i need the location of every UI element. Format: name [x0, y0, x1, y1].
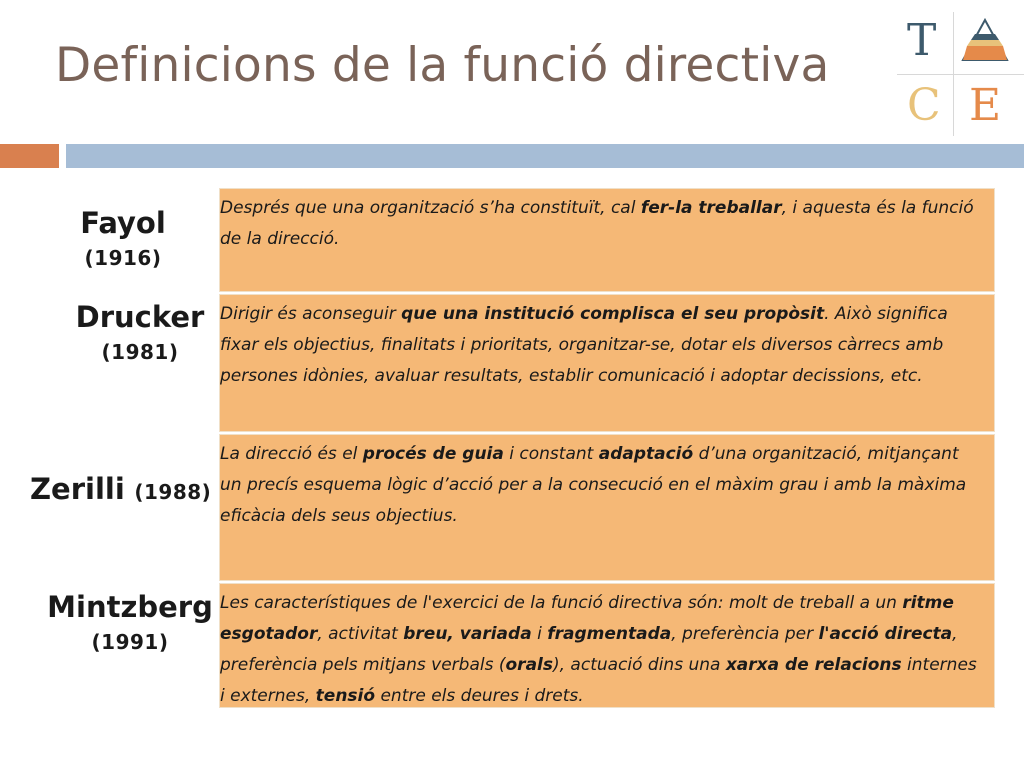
- definition-keyword: que una institució complisca el seu propòsit: [401, 304, 825, 324]
- author-year: (1991): [91, 630, 169, 654]
- pyramid-icon: [959, 16, 1011, 68]
- author-zerilli: [30, 472, 220, 506]
- definition-text: [220, 299, 982, 392]
- definition-keyword: fragmentada: [547, 624, 672, 644]
- author-year: (1981): [101, 340, 179, 364]
- definition-segment: , preferència pels mitjans verbals (: [220, 624, 958, 675]
- accent-bar-blue: [66, 144, 1024, 168]
- definition-keyword: ritme esgotador: [220, 593, 954, 644]
- definition-segment: entre els deures i drets.: [375, 686, 584, 706]
- definition-text: [220, 588, 982, 712]
- definition-keyword: tensió: [315, 686, 376, 706]
- author-name: Drucker: [75, 300, 205, 334]
- definition-box-drucker: [219, 294, 995, 432]
- definition-box-mintzberg: [219, 583, 995, 708]
- definition-segment: . Això significa fixar els objectius, finalitats i prioritats, organitzar-se, dotar els diversos càrrecs amb persones idònies, avaluar resultats, establir comunicació i adoptar decissions, etc.: [220, 304, 948, 386]
- definition-segment: i: [531, 624, 548, 644]
- definition-segment: Dirigir és aconseguir: [220, 304, 402, 324]
- accent-bar-orange: [0, 144, 59, 168]
- author-name: Fayol: [80, 206, 166, 240]
- author-drucker: [70, 300, 210, 364]
- logo-letter-c: C: [907, 80, 941, 131]
- logo-divider-horizontal: [897, 74, 1024, 75]
- definition-segment: ), actuació dins una: [552, 655, 726, 675]
- author-name: Zerilli: [30, 472, 125, 506]
- definition-keyword: procés de guia: [362, 444, 504, 464]
- tce-logo: [893, 6, 1024, 138]
- definition-segment: Les característiques de l'exercici de la funció directiva són: molt de treball a un: [220, 593, 903, 613]
- definition-text: [220, 193, 982, 255]
- author-mintzberg: [42, 590, 218, 654]
- definition-box-zerilli: [219, 434, 995, 581]
- slide-title: Definicions de la funció directiva: [55, 38, 830, 93]
- definition-keyword: breu, variada: [403, 624, 532, 644]
- definition-keyword: l'acció directa: [818, 624, 953, 644]
- definition-keyword: adaptació: [598, 444, 694, 464]
- logo-letter-t: T: [907, 15, 937, 66]
- definition-keyword: orals: [505, 655, 553, 675]
- definition-segment: , activitat: [317, 624, 404, 644]
- author-fayol: [60, 206, 186, 270]
- author-year: (1988): [134, 480, 212, 504]
- definition-segment: , i aquesta és la funció de la direcció.: [220, 198, 974, 249]
- definition-segment: Després que una organització s’ha constituït, cal: [220, 198, 641, 218]
- definition-keyword: xarxa de relacions: [725, 655, 902, 675]
- author-year: (1916): [84, 246, 162, 270]
- definition-segment: internes i externes,: [220, 655, 977, 706]
- definition-segment: i constant: [503, 444, 599, 464]
- definition-segment: La direcció és el: [220, 444, 363, 464]
- definition-segment: d’una organització, mitjançant un precís esquema lògic d’acció per a la consecució en el màxim grau i amb la màxima eficàcia dels seus objectius.: [220, 444, 967, 526]
- definition-box-fayol: [219, 188, 995, 292]
- definition-segment: , preferència per: [671, 624, 819, 644]
- definition-keyword: fer-la treballar: [640, 198, 782, 218]
- author-name: Mintzberg: [47, 590, 213, 624]
- logo-letter-e: E: [969, 80, 1002, 131]
- definition-text: [220, 439, 982, 532]
